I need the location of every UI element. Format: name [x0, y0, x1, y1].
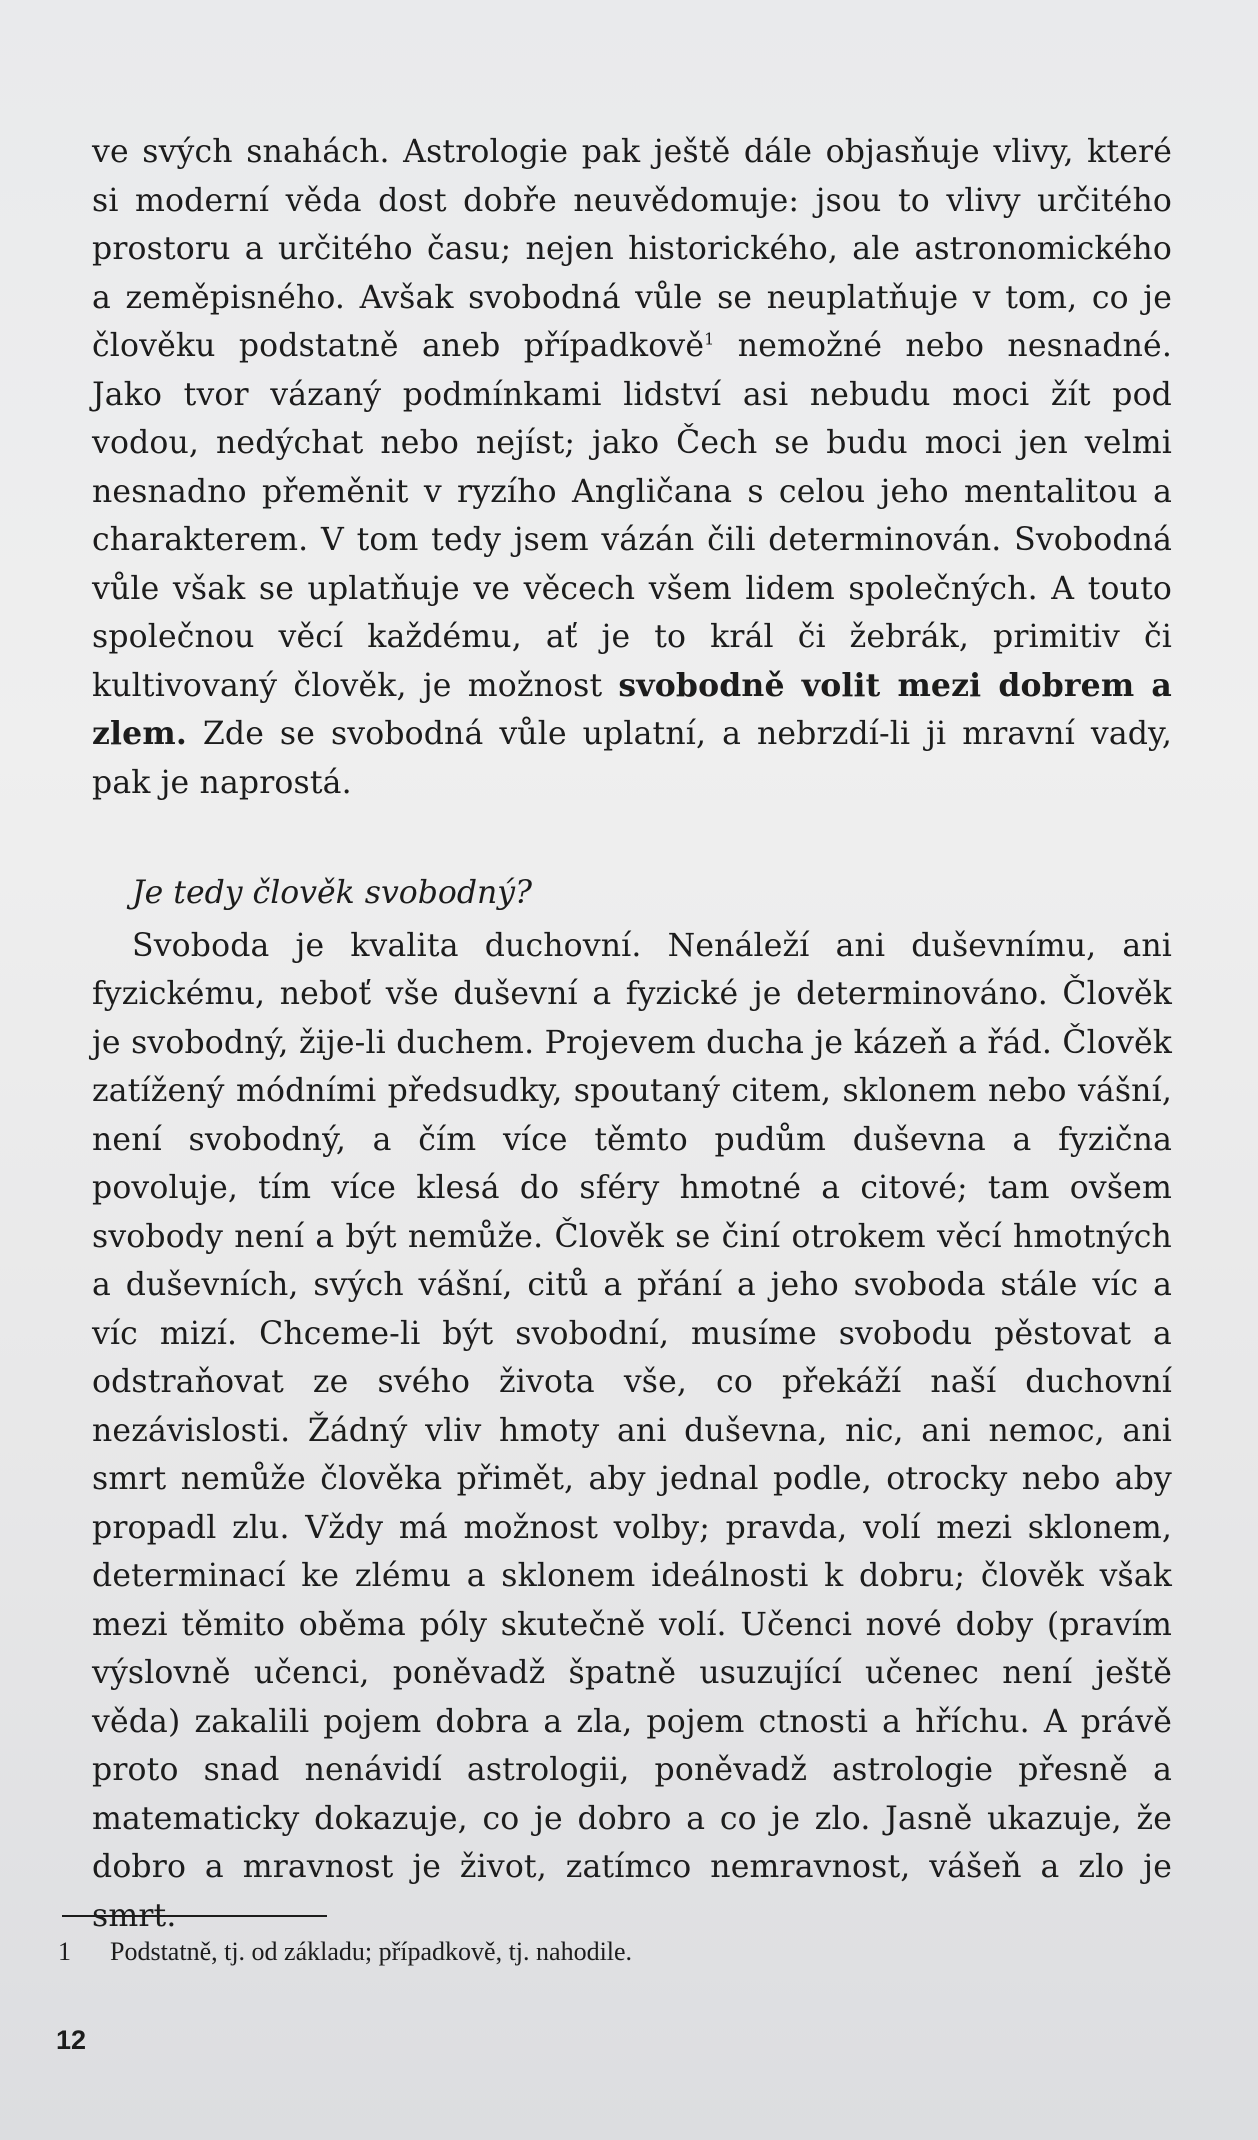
paragraph-1-text-end: Zde se svobodná vůle uplatní, a nebrzdí-li ji mravní vady, pak je naprostá. — [92, 716, 1172, 801]
footnote-reference[interactable]: 1 — [704, 329, 715, 349]
footnote-number: 1 — [58, 1937, 71, 1966]
paragraph-1-text-start: ve svých snahách. Astrologie pak ještě dále objasňuje vlivy, které si moderní věda dost dobře neuvědomuje: jsou to vlivy určitého prostoru a určitého času; nejen historického, ale astronomického a zeměpisného. Avšak svobodná vůle se neuplatňuje v tom, co je člověku podstatně aneb případkově — [92, 134, 1172, 364]
paragraph-1 — [92, 128, 1172, 807]
main-text — [92, 128, 1172, 1940]
page-number: 12 — [56, 2025, 87, 2055]
bold-phrase: svobodně volit mezi dobrem a zlem. — [92, 666, 1172, 752]
paragraph-1-text-middle: nemožné nebo nesnadné. Jako tvor vázaný podmínkami lidství asi nebudu moci žít pod vodou, nedýchat nebo nejíst; jako Čech se budu moci jen velmi nesnadno přeměnit v ryzího Angličana s celou jeho mentalitou a charakterem. V tom tedy jsem vázán čili determinován. Svobodná vůle však se uplatňuje ve věcech všem lidem společných. A touto společnou věcí každému, ať je to král či žebrák, primitiv či kultivovaný člověk, je možnost — [92, 328, 1172, 704]
footnote-divider — [62, 1915, 327, 1917]
footnote — [58, 1932, 632, 1972]
question-heading: Je tedy člověk svobodný? — [132, 875, 532, 911]
paragraph-2: Svoboda je kvalita duchovní. Nenáleží ani duševnímu, ani fyzickému, neboť vše duševní a fyzické je determinováno. Člověk je svobodný, žije-li duchem. Projevem ducha je kázeň a řád. Člověk zatížený módními předsudky, spoutaný citem, sklonem nebo vášní, není svobodný, a čím více těmto pudům duševna a fyzična povoluje, tím více klesá do sféry hmotné a citové; tam ovšem svobody není a být nemůže. Člověk se činí otrokem věcí hmotných a duševních, svých vášní, citů a přání a jeho svoboda stále víc a víc mizí. Chceme-li být svobodní, musíme svobodu pěstovat a odstraňovat ze svého života vše, co překáží naší duchovní nezávislosti. Žádný vliv hmoty ani duševna, nic, ani nemoc, ani smrt nemůže člověka přimět, aby jednal podle, otrocky nebo aby propadl zlu. Vždy má možnost volby; pravda, volí mezi sklonem, determinací ke zlému a sklonem ideálnosti k dobru; člověk však mezi těmito oběma póly skutečně volí. Učenci nové doby (pravím výslovně učenci, poněvadž špatně usuzující učenec není ještě věda) zakalili pojem dobra a zla, pojem ctnosti a hříchu. A právě proto snad nenávidí astrologii, poněvadž astrologie přesně a matematicky dokazuje, co je dobro a co je zlo. Jasně ukazuje, že dobro a mravnost je život, zatímco nemravnost, vášeň a zlo je smrt. — [92, 927, 1172, 1934]
footnote-text: Podstatně, tj. od základu; případkově, tj. nahodile. — [110, 1937, 633, 1966]
